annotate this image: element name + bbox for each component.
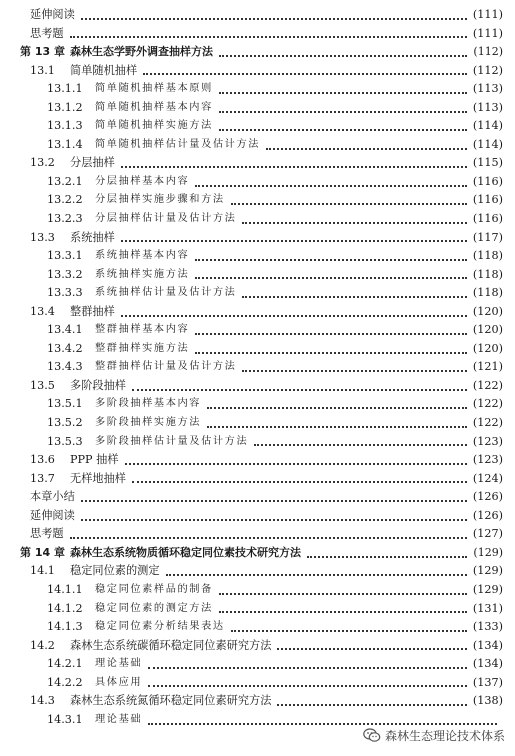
toc-page-number: (121) [472,360,503,374]
toc-row [0,377,515,396]
toc-page-number: (114) [472,119,503,133]
toc-section-number: 14.1.1 [47,582,83,596]
toc-row [0,414,515,433]
toc-page-number: (112) [473,45,503,59]
toc-row [0,303,515,322]
toc-title: 森林生态学野外调查抽样方法 [70,45,213,59]
toc-chapter-row [0,43,515,62]
toc-dot-leader [125,462,467,465]
toc-chapter-row [0,544,515,563]
toc-row [0,674,515,693]
toc-row [0,229,515,248]
toc-title: 简单随机抽样基本原则 [95,83,213,95]
toc-section-number: 14.2.1 [47,657,83,671]
toc-section-number: 13.3.2 [47,267,83,281]
toc-row [0,321,515,340]
toc-title: 理论基础 [95,713,143,725]
toc-page-number: (116) [472,212,503,226]
toc-dot-leader [195,351,467,354]
toc-title: 理论基础 [95,658,143,670]
toc-title: 整群抽样 [70,304,115,318]
toc-row [0,284,515,303]
toc-section-number: 13.2 [30,156,55,170]
toc-title: 分层抽样基本内容 [95,175,190,187]
toc-title: 多阶段抽样 [70,378,126,392]
toc-page-number: (114) [472,137,503,151]
toc-title: 分层抽样 [70,156,115,170]
toc-title: 多阶段抽样基本内容 [95,398,202,410]
toc-row [0,247,515,266]
toc-page-number: (111) [472,8,503,21]
toc-title: 延伸阅读 [30,508,75,522]
toc-title: 森林生态系统物质循环稳定同位素技术研究方法 [70,545,301,559]
toc-section-number: 13.5.3 [47,434,83,448]
toc-page-number: (115) [472,156,503,170]
toc-page-number: (133) [472,620,503,634]
toc-page-number: (111) [472,26,503,40]
toc-title: 整群抽样基本内容 [95,324,190,336]
toc-dot-leader [242,221,466,224]
toc-row [0,117,515,136]
toc-dot-leader [81,518,467,521]
toc-section-number: 13.4.2 [47,341,83,355]
toc-dot-leader [277,703,467,706]
toc-section-number: 13.4.1 [47,323,83,337]
toc-title: 稳定同位素的测定 [70,564,160,578]
toc-row [0,266,515,285]
toc-dot-leader [219,91,467,94]
toc-title: 多阶段抽样估计量及估计方法 [95,435,249,447]
toc-page-number: (113) [472,100,503,114]
toc-row [0,99,515,118]
toc-dot-leader [277,647,467,650]
toc-dot-leader [81,499,467,502]
toc-title: 无样地抽样 [70,471,126,485]
toc-row [0,154,515,173]
toc-dot-leader [195,276,467,279]
toc-page-number: (116) [472,174,503,188]
toc-dot-leader [195,184,467,187]
toc-dot-leader [219,110,467,113]
toc-title: 思考题 [30,527,64,541]
toc-title: 森林生态系统碳循环稳定同位素研究方法 [70,638,272,652]
toc-title: PPP 抽样 [70,453,119,467]
toc-dot-leader [195,332,467,335]
toc-section-number: 第 14 章 [20,545,65,559]
toc-dot-leader [207,406,467,409]
toc-row [0,581,515,600]
toc-title: 稳定同位素样品的制备 [95,583,213,595]
toc-section-number: 13.1 [30,63,55,77]
toc-dot-leader [266,147,467,150]
toc-dot-leader [121,165,467,168]
toc-title: 多阶段抽样实施方法 [95,417,202,429]
toc-dot-leader [121,239,467,242]
toc-row [0,25,515,44]
toc-row [0,525,515,544]
toc-title: 系统抽样实施方法 [95,268,190,280]
toc-page-number: (126) [472,490,503,504]
toc-page-number: (112) [472,63,503,77]
toc-section-number: 14.1.2 [47,601,83,615]
toc-dot-leader [195,258,467,261]
toc-section-number: 14.1 [30,564,55,578]
toc-dot-leader [207,425,467,428]
toc-page-number: (127) [472,527,503,541]
toc-title: 具体应用 [95,676,143,688]
toc-dot-leader [70,35,467,38]
toc-page-number: (137) [472,675,503,689]
toc-section-number: 13.3.1 [47,249,83,263]
toc-section-number: 13.5 [30,378,55,392]
toc-section-number: 13.1.3 [47,119,83,133]
watermark-text: 森林生态理论技术体系 [384,729,505,743]
toc-section-number: 13.4 [30,304,55,318]
toc-section-number: 13.1.1 [47,82,83,96]
toc-title: 本章小结 [30,490,75,504]
toc-section-number: 13.2.2 [47,193,83,207]
watermark [361,727,507,744]
toc-page-number: (134) [472,638,503,652]
toc-title: 分层抽样估计量及估计方法 [95,213,237,225]
table-of-contents [0,6,515,729]
toc-dot-leader [219,592,467,595]
toc-page-number: (129) [472,582,503,596]
toc-dot-leader [166,573,467,576]
toc-page-number: (138) [472,694,503,708]
toc-title: 系统抽样基本内容 [95,250,190,262]
toc-title: 延伸阅读 [30,8,75,21]
toc-dot-leader [219,128,467,131]
toc-page-number: (120) [472,323,503,337]
toc-page-number: (113) [472,82,503,96]
toc-section-number: 13.5.2 [47,416,83,430]
toc-title: 思考题 [30,26,64,40]
toc-title: 稳定同位素的测定方法 [95,602,213,614]
toc-dot-leader [307,555,467,558]
toc-section-number: 14.1.3 [47,620,83,634]
toc-dot-leader [242,369,466,372]
toc-page-number: (118) [472,249,503,263]
toc-dot-leader [132,480,467,483]
toc-dot-leader [231,629,467,632]
toc-title: 简单随机抽样估计量及估计方法 [95,138,261,150]
toc-dot-leader [121,314,467,317]
toc-title: 系统抽样估计量及估计方法 [95,287,237,299]
toc-row [0,655,515,674]
toc-page-number: (120) [472,304,503,318]
toc-page-number: (122) [472,397,503,411]
toc-section-number: 13.4.3 [47,360,83,374]
toc-section-number: 14.2.2 [47,675,83,689]
toc-title: 整群抽样实施方法 [95,342,190,354]
toc-row [0,80,515,99]
toc-row [0,507,515,526]
toc-title: 简单随机抽样基本内容 [95,101,213,113]
toc-row [0,433,515,452]
toc-row [0,358,515,377]
toc-page-number: (122) [472,416,503,430]
toc-page-number: (124) [472,471,503,485]
toc-page-number: (122) [472,378,503,392]
toc-page-number: (118) [472,267,503,281]
toc-page-number: (117) [472,230,503,244]
toc-page-number: (118) [472,286,503,300]
toc-section-number: 13.5.1 [47,397,83,411]
toc-section-number: 13.7 [30,471,55,485]
toc-title: 简单随机抽样 [70,63,138,77]
toc-row [0,173,515,192]
toc-row [0,692,515,711]
toc-dot-leader [70,536,467,539]
toc-section-number: 13.2.3 [47,212,83,226]
toc-row [0,562,515,581]
toc-section-number: 14.3 [30,694,55,708]
toc-page-number: (120) [472,341,503,355]
toc-section-number: 13.1.4 [47,137,83,151]
toc-dot-leader [148,684,467,687]
toc-dot-leader [231,202,467,205]
toc-page-number: (123) [472,434,503,448]
toc-dot-leader [219,54,467,57]
toc-row [0,62,515,81]
toc-row [0,451,515,470]
toc-dot-leader [148,722,497,725]
toc-row [0,618,515,637]
toc-row [0,600,515,619]
toc-row [0,191,515,210]
toc-dot-leader [132,388,467,391]
toc-section-number: 13.2.1 [47,174,83,188]
toc-page-number: (123) [472,453,503,467]
toc-row [0,210,515,229]
toc-dot-leader [219,610,467,613]
toc-row [0,340,515,359]
toc-row [0,470,515,489]
toc-page-number: (116) [472,193,503,207]
toc-dot-leader [143,72,467,75]
toc-page-number: (129) [472,564,503,578]
toc-row [0,6,515,25]
toc-title: 分层抽样实施步骤和方法 [95,194,225,206]
toc-section-number: 13.6 [30,453,55,467]
toc-section-number: 第 13 章 [20,45,65,59]
toc-title: 系统抽样 [70,230,115,244]
toc-title: 稳定同位素分析结果表达 [95,621,225,633]
toc-section-number: 13.3.3 [47,286,83,300]
toc-section-number: 13.1.2 [47,100,83,114]
toc-page-number: (131) [472,601,503,615]
toc-section-number: 14.3.1 [47,712,83,726]
toc-page-number: (126) [472,508,503,522]
toc-dot-leader [81,17,467,20]
toc-row [0,395,515,414]
wechat-icon [363,728,381,743]
toc-dot-leader [148,666,467,669]
toc-row [0,488,515,507]
toc-title: 整群抽样估计量及估计方法 [95,361,237,373]
toc-section-number: 13.3 [30,230,55,244]
toc-dot-leader [254,443,467,446]
toc-title: 简单随机抽样实施方法 [95,120,213,132]
toc-row [0,136,515,155]
toc-section-number: 14.2 [30,638,55,652]
toc-page-number: (134) [472,657,503,671]
toc-dot-leader [242,295,466,298]
toc-page-number: (129) [473,545,503,559]
toc-title: 森林生态系统氮循环稳定同位素研究方法 [70,694,272,708]
toc-row [0,637,515,656]
